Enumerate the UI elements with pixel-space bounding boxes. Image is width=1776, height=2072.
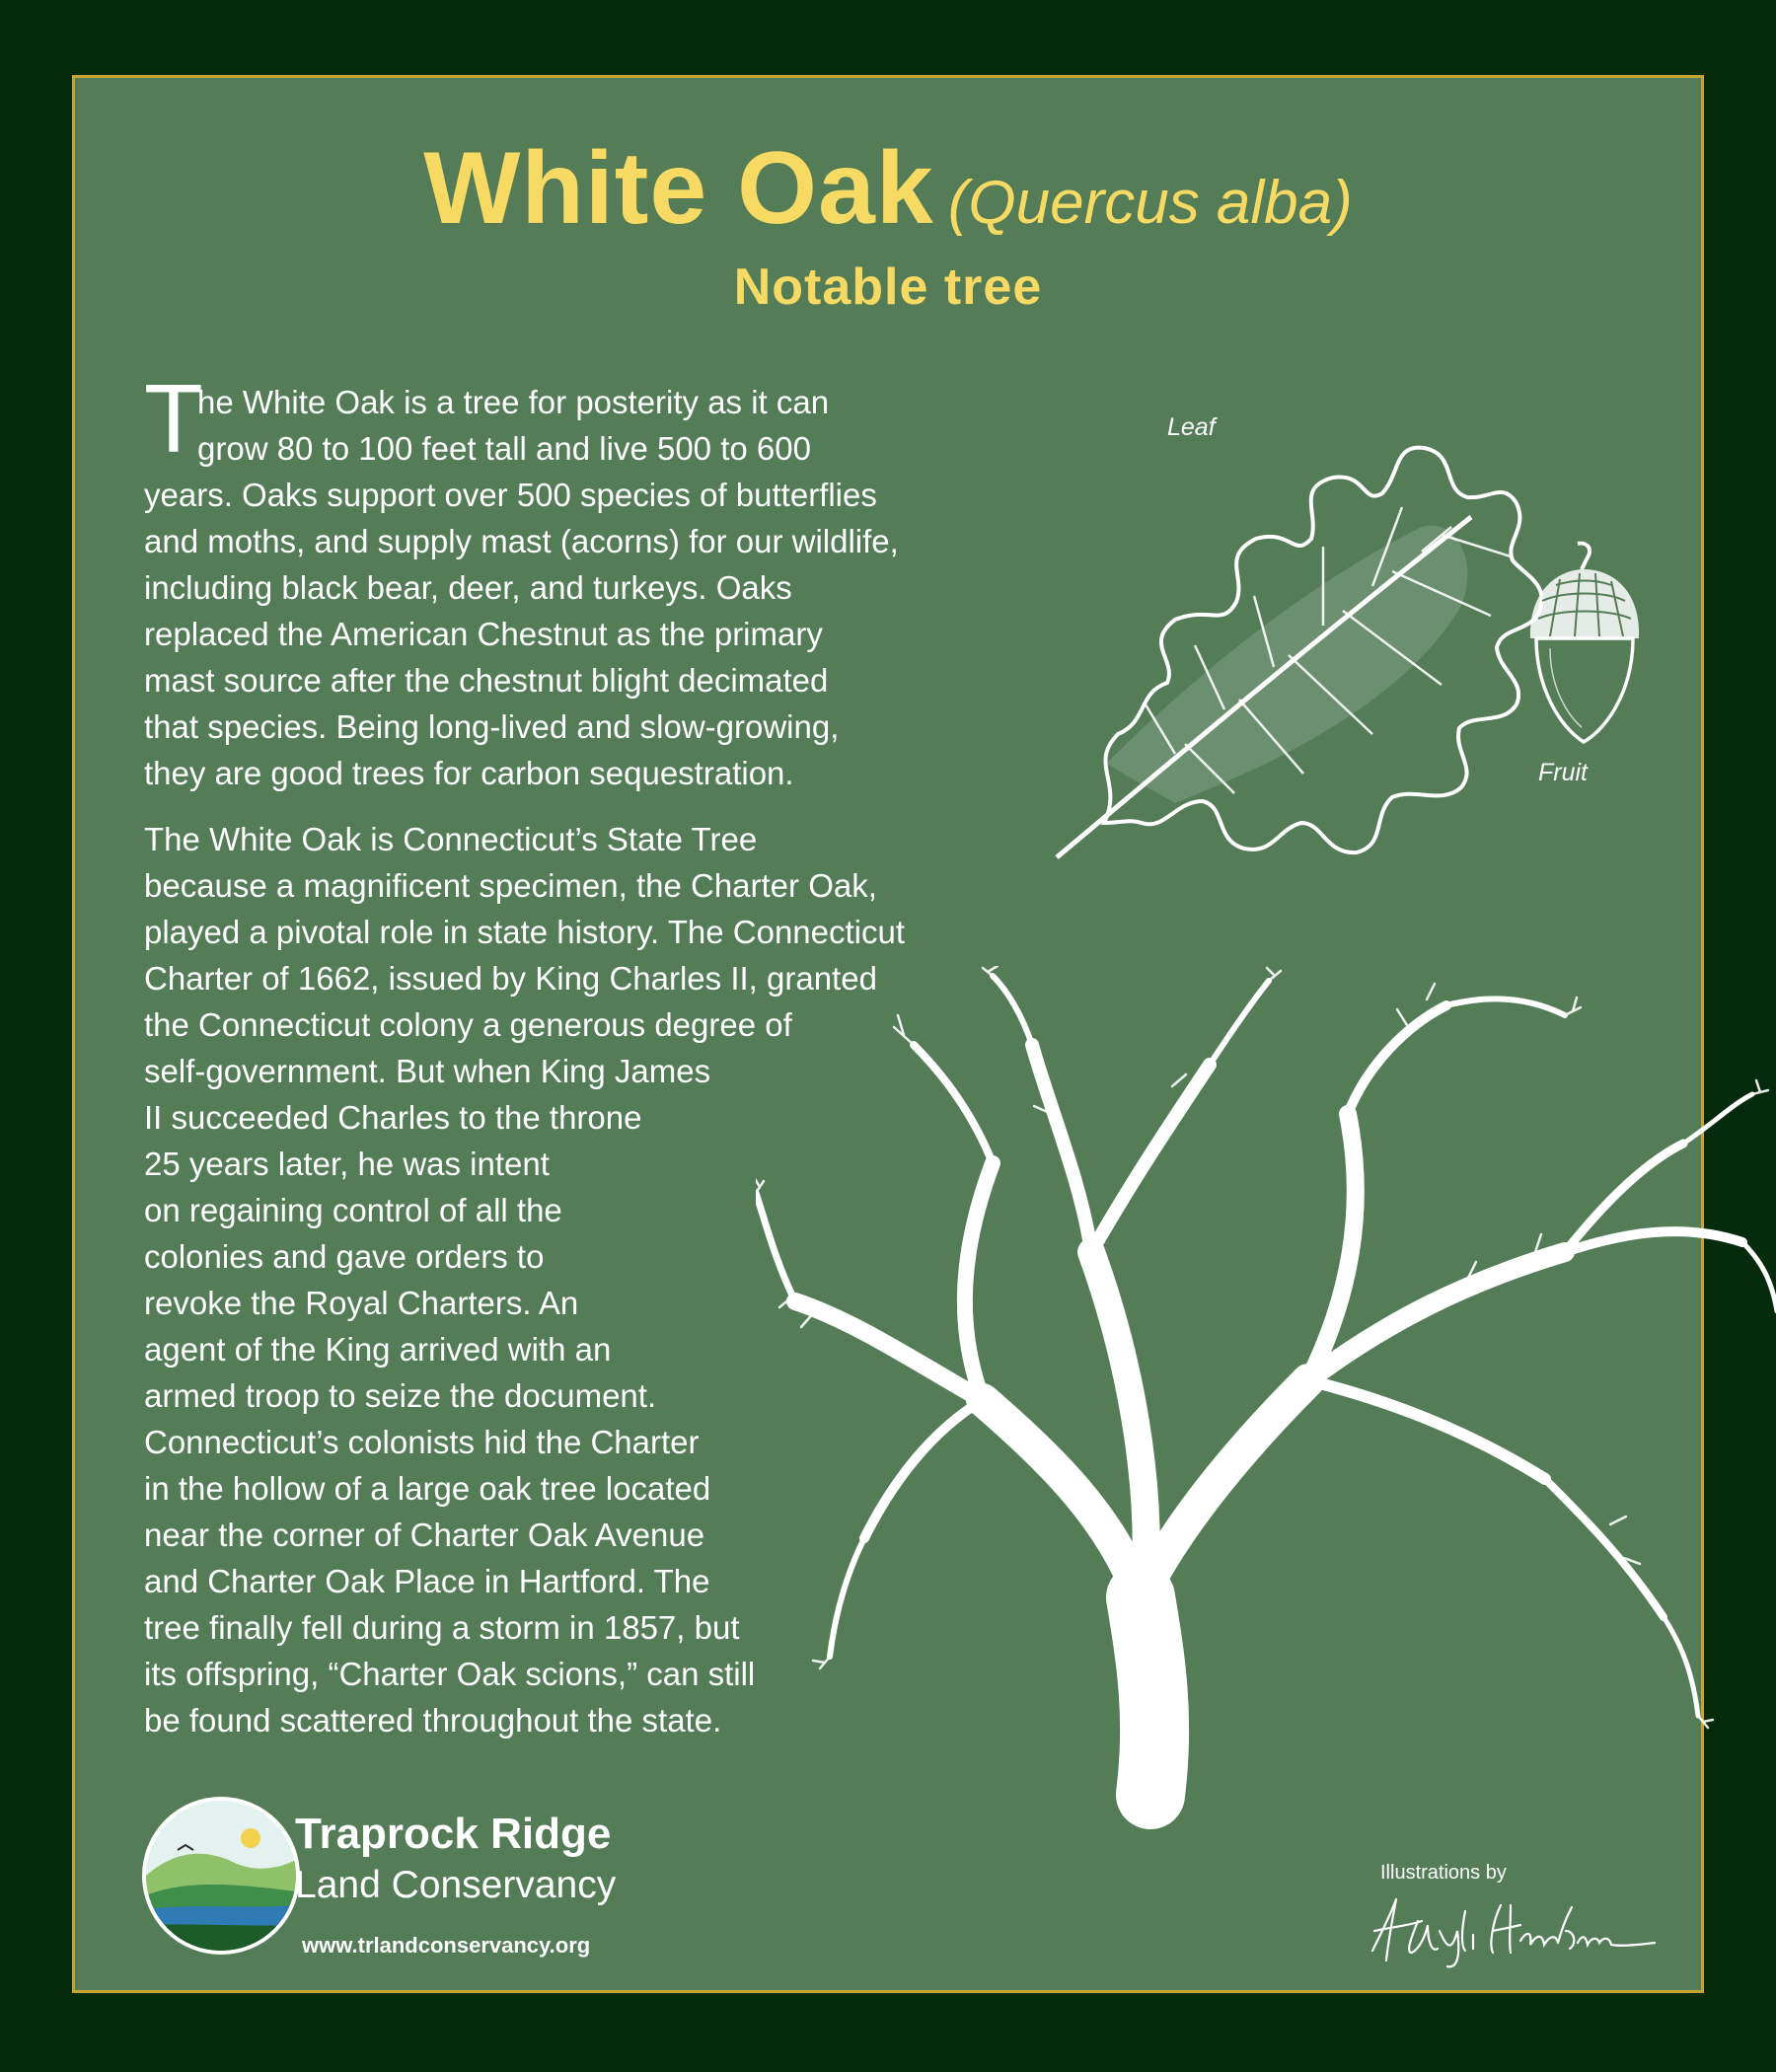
- leaf-label: Leaf: [1167, 413, 1216, 441]
- conservancy-logo: [142, 1797, 300, 1955]
- fruit-label: Fruit: [1538, 759, 1588, 786]
- text-line: Charter of 1662, issued by King Charles II, granted: [144, 960, 877, 997]
- drop-cap: T: [144, 364, 203, 473]
- page-title: [75, 131, 1701, 246]
- oak-leaf-illustration: [1027, 408, 1560, 872]
- text-line: he White Oak is a tree for posterity as it can: [197, 384, 830, 420]
- text-line: self-government. But when King James: [144, 1053, 711, 1089]
- landscape-logo-icon: [146, 1801, 296, 1951]
- acorn-illustration: [1520, 540, 1649, 757]
- subtitle: Notable tree: [733, 259, 1043, 316]
- latin-name: (Quercus alba): [947, 169, 1353, 237]
- text-line: including black bear, deer, and turkeys. Oaks: [144, 569, 792, 606]
- text-line: years. Oaks support over 500 species of butterflies: [144, 477, 877, 513]
- text-line: its offspring, “Charter Oak scions,” can still: [144, 1656, 756, 1692]
- text-line: replaced the American Chestnut as the primary: [144, 616, 823, 652]
- text-line: that species. Being long-lived and slow-growing,: [144, 708, 840, 745]
- text-line: armed troop to seize the document.: [144, 1377, 657, 1414]
- text-line: grow 80 to 100 feet tall and live 500 to 600: [197, 430, 811, 467]
- paragraph-intro: [144, 379, 899, 796]
- text-line: The White Oak is Connecticut’s State Tree: [144, 821, 758, 857]
- text-line: and moths, and supply mast (acorns) for our wildlife,: [144, 523, 899, 559]
- text-line: and Charter Oak Place in Hartford. The: [144, 1563, 710, 1599]
- text-line: near the corner of Charter Oak Avenue: [144, 1517, 705, 1553]
- text-line: because a magnificent specimen, the Charter Oak,: [144, 867, 877, 904]
- text-line: played a pivotal role in state history. The Connecticut: [144, 914, 906, 950]
- text-line: mast source after the chestnut blight decimated: [144, 662, 829, 699]
- text-line: revoke the Royal Charters. An: [144, 1285, 579, 1321]
- text-line: 25 years later, he was intent: [144, 1146, 550, 1182]
- illustrator-signature: [1363, 1891, 1659, 1970]
- org-website-link[interactable]: www.trlandconservancy.org: [302, 1933, 591, 1958]
- title-block: [75, 131, 1701, 317]
- text-line: on regaining control of all the: [144, 1192, 562, 1228]
- sign-panel: [72, 75, 1704, 1993]
- text-line: in the hollow of a large oak tree located: [144, 1470, 711, 1507]
- text-line: agent of the King arrived with an: [144, 1331, 612, 1368]
- text-line: Connecticut’s colonists hid the Charter: [144, 1424, 700, 1460]
- common-name: White Oak: [423, 131, 934, 246]
- text-line: colonies and gave orders to: [144, 1238, 545, 1275]
- text-line: tree finally fell during a storm in 1857, but: [144, 1609, 740, 1646]
- text-line: they are good trees for carbon sequestration.: [144, 755, 794, 791]
- org-name: Traprock Ridge: [295, 1810, 612, 1858]
- text-line: II succeeded Charles to the throne: [144, 1099, 642, 1136]
- text-line: the Connecticut colony a generous degree of: [144, 1006, 792, 1043]
- org-subtitle: Land Conservancy: [295, 1864, 617, 1906]
- white-oak-tree-illustration: [756, 966, 1776, 1874]
- text-line: be found scattered throughout the state.: [144, 1702, 722, 1739]
- illustration-credit: Illustrations by: [1380, 1862, 1507, 1884]
